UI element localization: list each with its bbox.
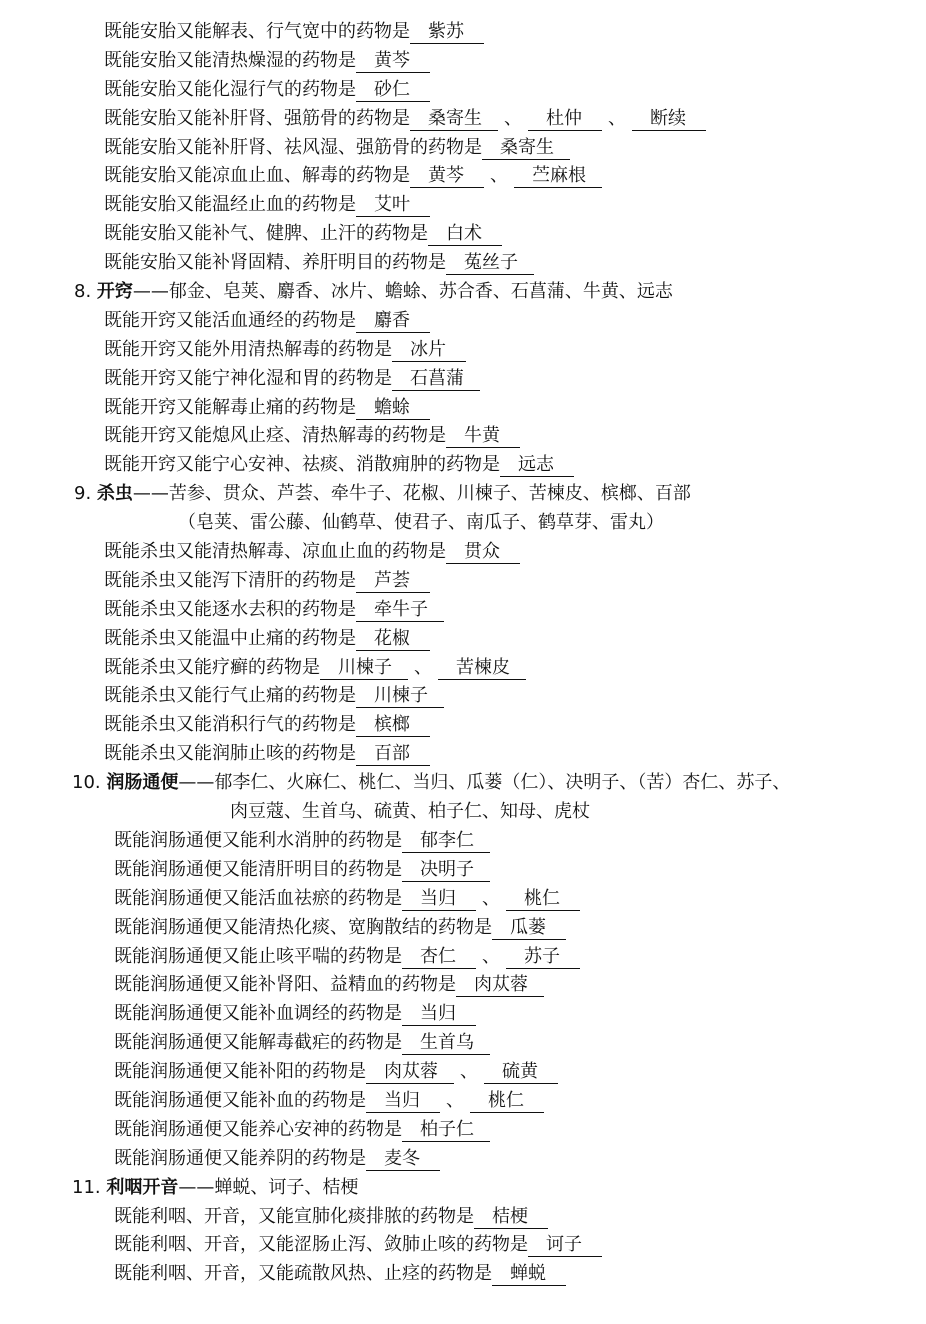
question-text: 既能利咽、开音，又能宣肺化痰排脓的药物是	[114, 1205, 474, 1227]
question-line	[0, 76, 926, 105]
answer-blank: 瓜蒌	[492, 917, 566, 940]
answer-blank: 百部	[356, 743, 430, 766]
question-line	[0, 365, 926, 394]
question-line	[0, 1058, 926, 1087]
question-line	[0, 1231, 926, 1260]
answer-blank: 决明子	[402, 859, 490, 882]
question-text: 既能开窍又能外用清热解毒的药物是	[104, 338, 392, 360]
answer-blank: 石菖蒲	[392, 368, 480, 391]
question-text: 既能开窍又能活血通经的药物是	[104, 309, 356, 331]
question-text: 既能杀虫又能泻下清肝的药物是	[104, 569, 356, 591]
answer-separator: 、	[482, 887, 500, 909]
question-line	[0, 220, 926, 249]
question-line	[0, 1203, 926, 1232]
question-line	[0, 422, 926, 451]
question-text: 既能润肠通便又能利水消肿的药物是	[114, 829, 402, 851]
question-text: 既能安胎又能解表、行气宽中的药物是	[104, 21, 410, 42]
section-title: 杀虫	[96, 483, 133, 505]
question-text: 既能润肠通便又能解毒截疟的药物是	[114, 1032, 402, 1054]
answer-blank: 桃仁	[506, 888, 580, 911]
answer-blank: 苏子	[506, 946, 580, 969]
answer-blank: 桔梗	[474, 1206, 548, 1229]
question-text: 既能利咽、开音，又能涩肠止泻、敛肺止咳的药物是	[114, 1234, 528, 1256]
question-text: 既能安胎又能补肾固精、养肝明目的药物是	[104, 252, 446, 274]
question-line	[0, 162, 926, 191]
section-number: 8.	[74, 281, 92, 303]
answer-separator: 、	[446, 1089, 464, 1111]
question-text: 既能安胎又能凉血止血、解毒的药物是	[104, 165, 410, 187]
section-10-items	[0, 827, 926, 1174]
section-8-items	[0, 307, 926, 480]
question-line	[0, 1000, 926, 1029]
question-line	[0, 105, 926, 134]
answer-blank: 黄芩	[410, 165, 484, 188]
question-line	[0, 307, 926, 336]
section-title: 润肠通便	[106, 772, 179, 794]
answer-blank: 肉苁蓉	[456, 974, 544, 997]
question-text: 既能安胎又能补肝肾、祛风湿、强筋骨的药物是	[104, 136, 482, 158]
question-text: 既能开窍又能宁神化湿和胃的药物是	[104, 367, 392, 389]
answer-blank: 郁李仁	[402, 830, 490, 853]
section-9-items	[0, 538, 926, 769]
answer-separator: 、	[608, 107, 626, 129]
answer-blank: 麝香	[356, 310, 430, 333]
question-text: 既能安胎又能化湿行气的药物是	[104, 78, 356, 100]
question-line	[0, 682, 926, 711]
question-line	[0, 1087, 926, 1116]
question-text: 既能杀虫又能行气止痛的药物是	[104, 685, 356, 707]
question-line	[0, 711, 926, 740]
question-text: 既能润肠通便又能清肝明目的药物是	[114, 858, 402, 880]
section-8-header	[0, 278, 926, 307]
answer-blank: 杜仲	[528, 108, 602, 131]
answer-blank: 肉苁蓉	[366, 1061, 454, 1084]
question-text: 既能润肠通便又能清热化痰、宽胸散结的药物是	[114, 916, 492, 938]
document-page	[0, 18, 926, 1289]
section-9-herb-list-continued: （皂荚、雷公藤、仙鹤草、使君子、南瓜子、鹤草芽、雷丸）	[178, 512, 664, 534]
answer-blank: 硫黄	[484, 1061, 558, 1084]
question-text: 既能安胎又能补肝肾、强筋骨的药物是	[104, 107, 410, 129]
answer-blank: 桃仁	[470, 1090, 544, 1113]
section-10-herb-list-continued: 肉豆蔻、生首乌、硫黄、柏子仁、知母、虎杖	[230, 801, 590, 823]
section-11-header	[0, 1174, 926, 1203]
question-text: 既能杀虫又能疗癣的药物是	[104, 656, 320, 678]
question-text: 既能润肠通便又能补阳的药物是	[114, 1061, 366, 1083]
question-line	[0, 47, 926, 76]
question-text: 既能开窍又能宁心安神、祛痰、消散痈肿的药物是	[104, 454, 500, 476]
question-line	[0, 943, 926, 972]
section-number: 10.	[72, 772, 101, 794]
question-line	[0, 191, 926, 220]
section-10-header	[0, 769, 926, 798]
question-line	[0, 596, 926, 625]
question-text: 既能杀虫又能清热解毒、凉血止血的药物是	[104, 541, 446, 563]
question-line	[0, 18, 926, 47]
question-line	[0, 885, 926, 914]
question-text: 既能安胎又能补气、健脾、止汗的药物是	[104, 223, 428, 245]
question-text: 既能利咽、开音，又能疏散风热、止痉的药物是	[114, 1263, 492, 1285]
question-line	[0, 134, 926, 163]
section-11-items	[0, 1203, 926, 1290]
answer-blank: 麦冬	[366, 1148, 440, 1171]
question-line	[0, 567, 926, 596]
answer-blank: 蝉蜕	[492, 1263, 566, 1286]
question-line	[0, 971, 926, 1000]
answer-separator: 、	[414, 656, 432, 678]
section-herb-list: ——蝉蜕、诃子、桔梗	[178, 1176, 359, 1198]
section-herb-list: ——郁金、皂荚、麝香、冰片、蟾蜍、苏合香、石菖蒲、牛黄、远志	[132, 281, 673, 303]
section-7-items	[0, 18, 926, 278]
answer-blank: 诃子	[528, 1234, 602, 1257]
question-text: 既能杀虫又能逐水去积的药物是	[104, 598, 356, 620]
question-text: 既能安胎又能温经止血的药物是	[104, 194, 356, 216]
answer-separator: 、	[504, 107, 522, 129]
answer-blank: 断续	[632, 108, 706, 131]
question-text: 既能开窍又能解毒止痛的药物是	[104, 396, 356, 418]
answer-blank: 芦荟	[356, 570, 430, 593]
answer-blank: 冰片	[392, 339, 466, 362]
question-text: 既能杀虫又能温中止痛的药物是	[104, 627, 356, 649]
question-line	[0, 625, 926, 654]
question-text: 既能润肠通便又能养心安神的药物是	[114, 1118, 402, 1140]
answer-blank: 紫苏	[410, 21, 484, 44]
question-line	[0, 336, 926, 365]
answer-blank: 生首乌	[402, 1032, 490, 1055]
question-line	[0, 249, 926, 278]
answer-blank: 川楝子	[356, 685, 444, 708]
question-line	[0, 394, 926, 423]
section-9-header	[0, 480, 926, 509]
answer-blank: 蟾蜍	[356, 397, 430, 420]
question-line	[0, 827, 926, 856]
answer-blank: 菟丝子	[446, 252, 534, 275]
question-text: 既能润肠通便又能养阴的药物是	[114, 1147, 366, 1169]
answer-separator: 、	[490, 165, 508, 187]
answer-blank: 远志	[500, 454, 574, 477]
question-line	[0, 1260, 926, 1289]
question-text: 既能润肠通便又能活血祛瘀的药物是	[114, 887, 402, 909]
question-text: 既能润肠通便又能止咳平喘的药物是	[114, 945, 402, 967]
section-herb-list: ——苦参、贯众、芦荟、牵牛子、花椒、川楝子、苦楝皮、槟榔、百部	[132, 483, 691, 505]
answer-blank: 贯众	[446, 541, 520, 564]
question-line	[0, 654, 926, 683]
question-line	[0, 740, 926, 769]
section-title: 开窍	[96, 281, 133, 303]
question-line	[0, 1116, 926, 1145]
answer-blank: 槟榔	[356, 714, 430, 737]
answer-blank: 当归	[402, 888, 476, 911]
section-herb-list: ——郁李仁、火麻仁、桃仁、当归、瓜蒌（仁）、决明子、（苦）杏仁、苏子、	[178, 772, 791, 794]
answer-blank: 柏子仁	[402, 1119, 490, 1142]
answer-blank: 苎麻根	[514, 165, 602, 188]
question-text: 既能开窍又能熄风止痉、清热解毒的药物是	[104, 425, 446, 447]
answer-blank: 杏仁	[402, 946, 476, 969]
question-text: 既能杀虫又能消积行气的药物是	[104, 714, 356, 736]
section-title: 利咽开音	[106, 1176, 179, 1198]
question-line	[0, 1145, 926, 1174]
answer-blank: 艾叶	[356, 194, 430, 217]
question-text: 既能润肠通便又能补血调经的药物是	[114, 1003, 402, 1025]
answer-blank: 苦楝皮	[438, 657, 526, 680]
answer-blank: 牛黄	[446, 425, 520, 448]
question-line	[0, 538, 926, 567]
answer-blank: 砂仁	[356, 79, 430, 102]
answer-blank: 当归	[402, 1003, 476, 1026]
answer-separator: 、	[482, 945, 500, 967]
question-text: 既能润肠通便又能补血的药物是	[114, 1089, 366, 1111]
question-text: 既能杀虫又能润肺止咳的药物是	[104, 743, 356, 765]
question-line	[0, 914, 926, 943]
answer-separator: 、	[460, 1061, 478, 1083]
answer-blank: 牵牛子	[356, 599, 444, 622]
answer-blank: 当归	[366, 1090, 440, 1113]
question-text: 既能安胎又能清热燥湿的药物是	[104, 49, 356, 71]
answer-blank: 黄芩	[356, 50, 430, 73]
section-number: 11.	[72, 1176, 101, 1198]
answer-blank: 白术	[428, 223, 502, 246]
answer-blank: 桑寄生	[410, 108, 498, 131]
question-line	[0, 1029, 926, 1058]
question-line	[0, 856, 926, 885]
answer-blank: 花椒	[356, 628, 430, 651]
question-text: 既能润肠通便又能补肾阳、益精血的药物是	[114, 974, 456, 996]
section-number: 9.	[74, 483, 92, 505]
answer-blank: 桑寄生	[482, 137, 570, 160]
question-line	[0, 451, 926, 480]
answer-blank: 川楝子	[320, 657, 408, 680]
